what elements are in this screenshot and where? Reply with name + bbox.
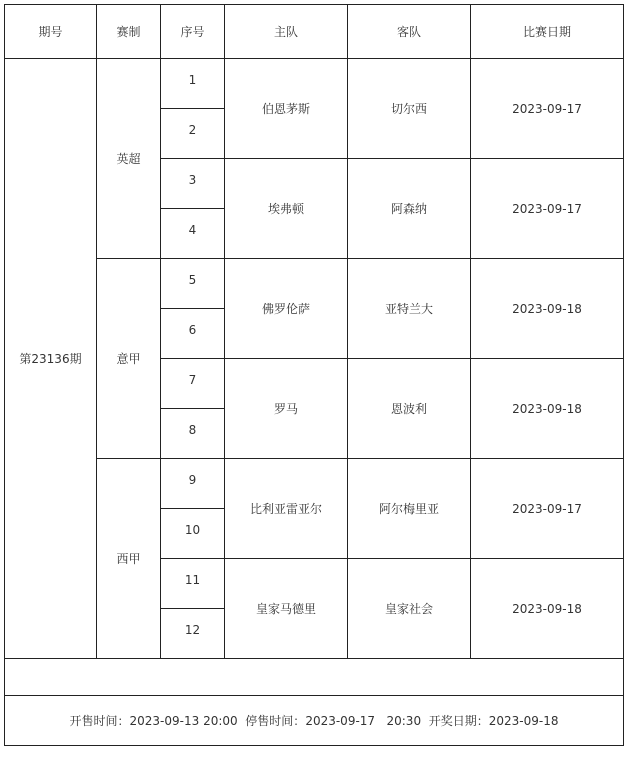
match-date-cell: 2023-09-17 [471, 459, 624, 559]
number-cell: 9 [161, 459, 225, 509]
away-team-cell: 恩波利 [348, 359, 471, 459]
draw-date-label: 开奖日期： [428, 713, 489, 728]
number-cell: 1 [161, 59, 225, 109]
home-team-cell: 罗马 [225, 359, 348, 459]
sale-start-time: 2023-09-13 20:00 [129, 713, 238, 728]
home-team-cell: 佛罗伦萨 [225, 259, 348, 359]
away-team-cell: 亚特兰大 [348, 259, 471, 359]
table-row [5, 459, 624, 509]
home-team-cell: 比利亚雷亚尔 [225, 459, 348, 559]
number-cell: 5 [161, 259, 225, 309]
number-cell: 2 [161, 109, 225, 159]
number-cell: 3 [161, 159, 225, 209]
sale-stop-label: 停售时间： [245, 713, 306, 728]
away-team-cell: 阿尔梅里亚 [348, 459, 471, 559]
header-match-date: 比赛日期 [471, 5, 624, 59]
match-date-cell: 2023-09-17 [471, 159, 624, 259]
home-team-cell: 埃弗顿 [225, 159, 348, 259]
header-home-team: 主队 [225, 5, 348, 59]
match-date-cell: 2023-09-18 [471, 559, 624, 659]
away-team-cell: 阿森纳 [348, 159, 471, 259]
home-team-cell: 皇家马德里 [225, 559, 348, 659]
header-away-team: 客队 [348, 5, 471, 59]
header-league-type: 赛制 [97, 5, 161, 59]
number-cell: 4 [161, 209, 225, 259]
number-cell: 11 [161, 559, 225, 609]
number-cell: 8 [161, 409, 225, 459]
sale-info-cell [5, 696, 624, 746]
match-date-cell: 2023-09-17 [471, 59, 624, 159]
away-team-cell: 皇家社会 [348, 559, 471, 659]
sale-start-label: 开售时间： [69, 713, 130, 728]
header-number: 序号 [161, 5, 225, 59]
sale-stop-time: 2023-09-17 20:30 [305, 713, 422, 728]
match-schedule-table [4, 4, 624, 746]
number-cell: 7 [161, 359, 225, 409]
league-cell: 西甲 [97, 459, 161, 659]
blank-row [5, 659, 624, 696]
away-team-cell: 切尔西 [348, 59, 471, 159]
blank-cell [5, 659, 624, 696]
table-row [5, 59, 624, 109]
number-cell: 10 [161, 509, 225, 559]
draw-date: 2023-09-18 [488, 713, 559, 728]
period-cell: 第23136期 [5, 59, 97, 659]
league-cell: 英超 [97, 59, 161, 259]
match-date-cell: 2023-09-18 [471, 259, 624, 359]
table-row [5, 259, 624, 309]
sale-info-row [5, 696, 624, 746]
number-cell: 12 [161, 609, 225, 659]
home-team-cell: 伯恩茅斯 [225, 59, 348, 159]
match-date-cell: 2023-09-18 [471, 359, 624, 459]
number-cell: 6 [161, 309, 225, 359]
header-period: 期号 [5, 5, 97, 59]
league-cell: 意甲 [97, 259, 161, 459]
header-row [5, 5, 624, 59]
